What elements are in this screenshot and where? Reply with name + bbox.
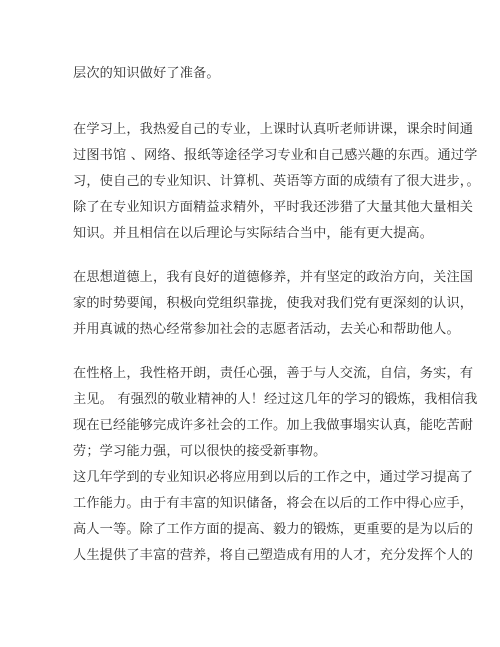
paragraph-line: 在思想道德上，我有良好的道德修养，并有坚定的政治方向，关注国 bbox=[73, 270, 474, 285]
paragraph-line: 现在已经能够完成许多社会的工作。加上我做事塌实认真，能吃苦耐 bbox=[73, 418, 474, 433]
paragraph-line: 家的时势要闻，积极向党组织靠拢，使我对我们党有更深刻的认识， bbox=[73, 296, 474, 311]
paragraph-line: 高人一等。除了工作方面的提高、毅力的锻炼，更重要的是为以后的 bbox=[73, 522, 474, 537]
paragraph-line: 知识。并且相信在以后理论与实际结合当中，能有更大提高。 bbox=[73, 226, 434, 241]
paragraph-line: 过图书馆 、网络、报纸等途径学习专业和自己感兴趣的东西。通过学 bbox=[73, 148, 478, 163]
paragraph-line: 习，使自己的专业知识、计算机、英语等方面的成绩有了很大进步，。 bbox=[73, 174, 480, 189]
paragraph-line: 这几年学到的专业知识必将应用到以后的工作之中，通过学习提高了 bbox=[73, 470, 474, 485]
paragraph-line: 在性格上，我性格开朗，责任心强，善于与人交流，自信，务实，有 bbox=[73, 366, 474, 381]
paragraph-line: 劳；学习能力强，可以很快的接受新事物。 bbox=[73, 444, 327, 459]
paragraph-line: 除了在专业知识方面精益求精外，平时我还涉猎了大量其他大量相关 bbox=[73, 200, 474, 215]
intro-line: 层次的知识做好了准备。 bbox=[73, 66, 220, 81]
paragraph-line: 并用真诚的热心经常参加社会的志愿者活动，去关心和帮助他人。 bbox=[73, 322, 460, 337]
paragraph-line: 主见。 有强烈的敬业精神的人！经过这几年的学习的锻炼，我相信我 bbox=[73, 392, 478, 407]
paragraph-line: 在学习上，我热爱自己的专业，上课时认真听老师讲课，课余时间通 bbox=[73, 122, 474, 137]
paragraph-line: 工作能力。由于有丰富的知识储备，将会在以后的工作中得心应手， bbox=[73, 496, 474, 511]
paragraph-line: 人生提供了丰富的营养，将自己塑造成有用的人才，充分发挥个人的 bbox=[73, 548, 474, 563]
